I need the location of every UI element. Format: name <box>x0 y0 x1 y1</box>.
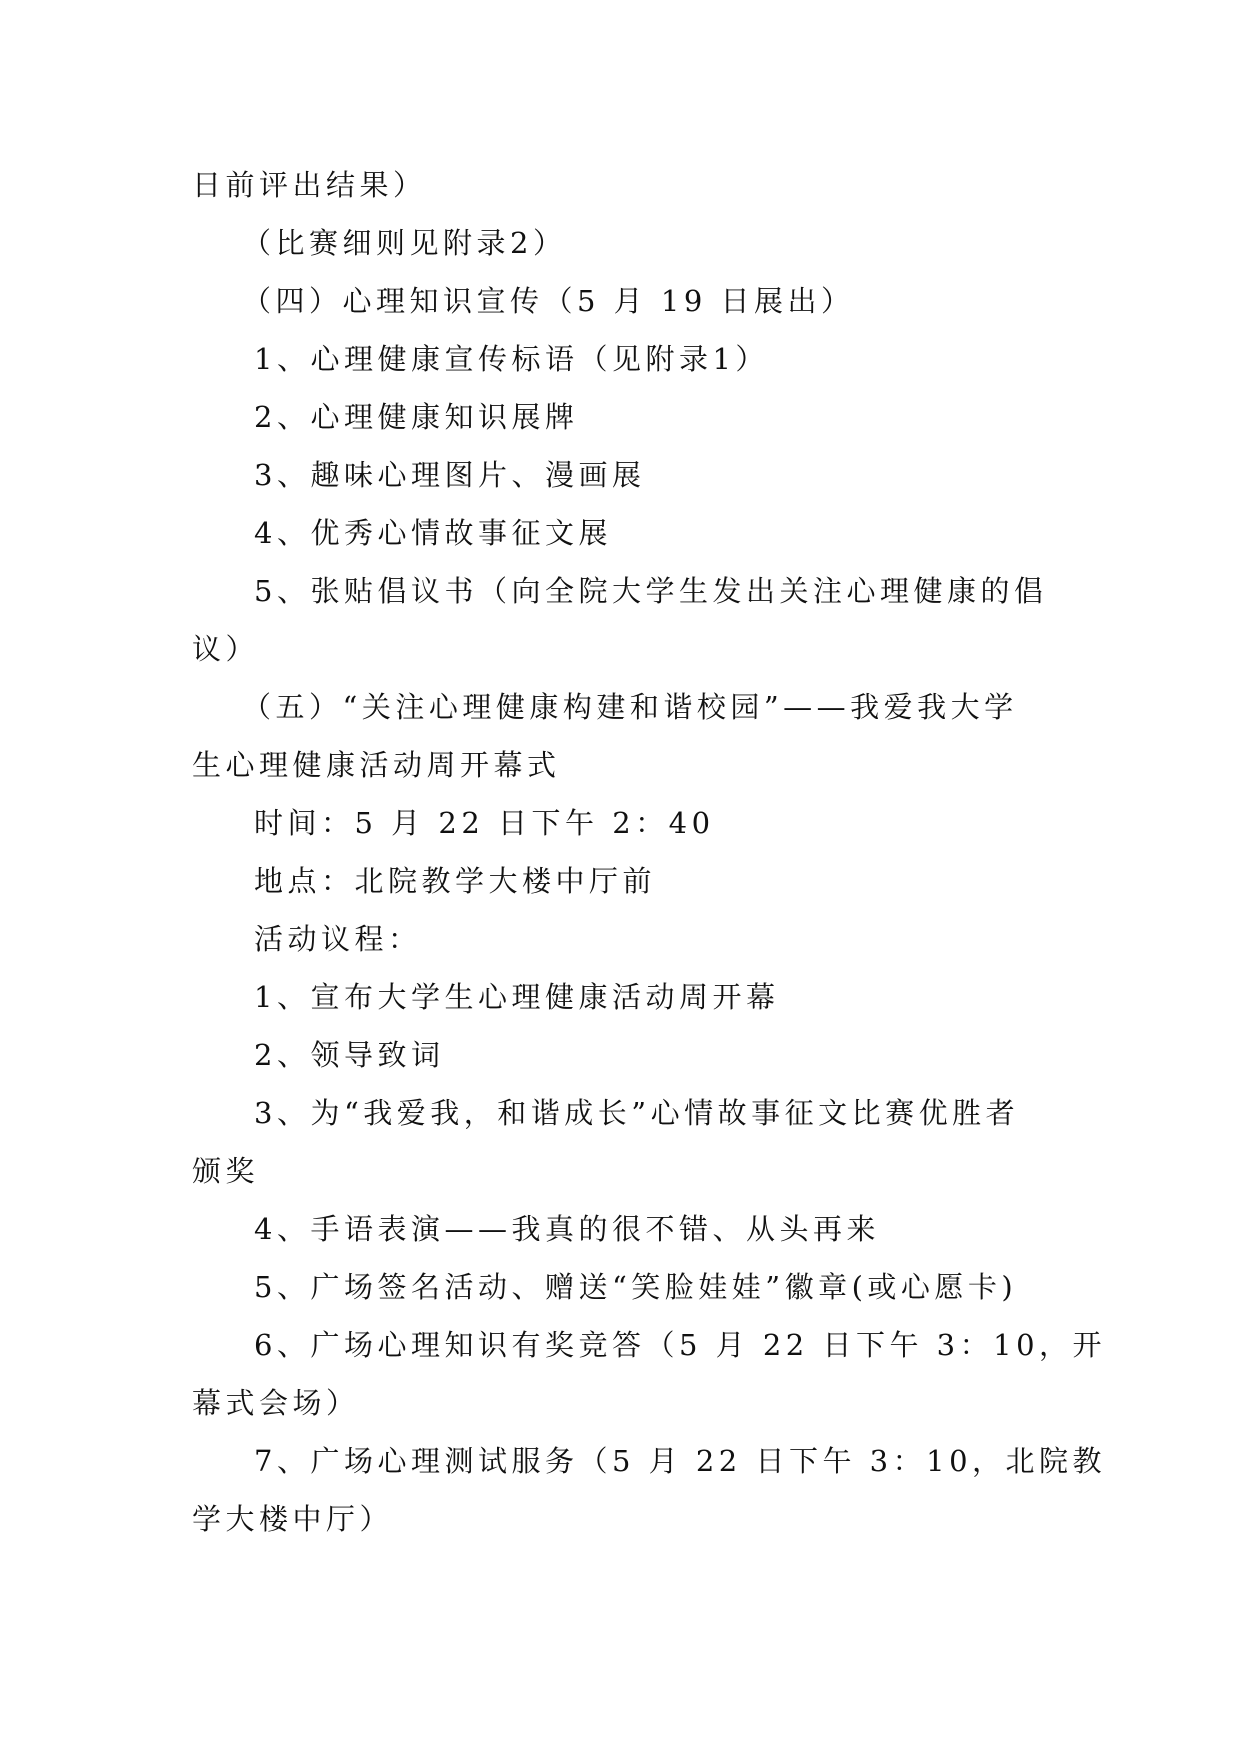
event-location: 地点：北院教学大楼中厅前 <box>254 864 657 898</box>
text-line: 日前评出结果） <box>192 168 427 202</box>
list-item: 2、心理健康知识展牌 <box>254 400 579 434</box>
list-item: 2、领导致词 <box>254 1038 445 1072</box>
list-item: 4、优秀心情故事征文展 <box>254 516 612 550</box>
list-item: 5、广场签名活动、赠送“笑脸娃娃”徽章(或心愿卡) <box>254 1270 1018 1304</box>
list-item: 7、广场心理测试服务（5 月 22 日下午 3：10，北院教 <box>254 1444 1107 1478</box>
document-body <box>192 156 1107 1548</box>
section-heading: （四）心理知识宣传（5 月 19 日展出） <box>242 284 855 318</box>
list-item: 6、广场心理知识有奖竞答（5 月 22 日下午 3：10，开 <box>254 1328 1107 1362</box>
text-line: 幕式会场） <box>192 1386 360 1420</box>
list-item: 5、张贴倡议书（向全院大学生发出关注心理健康的倡 <box>254 574 1048 608</box>
text-line: 生心理健康活动周开幕式 <box>192 748 561 782</box>
list-item: 1、心理健康宣传标语（见附录1） <box>254 342 769 376</box>
text-line: （比赛细则见附录2） <box>242 226 567 260</box>
section-heading: （五）“关注心理健康构建和谐校园”——我爱我大学 <box>242 690 1018 724</box>
text-line: 颁奖 <box>192 1154 260 1188</box>
list-item: 4、手语表演——我真的很不错、从头再来 <box>254 1212 880 1246</box>
text-line: 学大楼中厅） <box>192 1502 394 1536</box>
list-item: 3、趣味心理图片、漫画展 <box>254 458 646 492</box>
list-item: 1、宣布大学生心理健康活动周开幕 <box>254 980 780 1014</box>
event-time: 时间：5 月 22 日下午 2：40 <box>254 806 715 840</box>
agenda-label: 活动议程： <box>254 922 422 956</box>
text-line: 议） <box>192 632 260 666</box>
list-item: 3、为“我爱我，和谐成长”心情故事征文比赛优胜者 <box>254 1096 1020 1130</box>
